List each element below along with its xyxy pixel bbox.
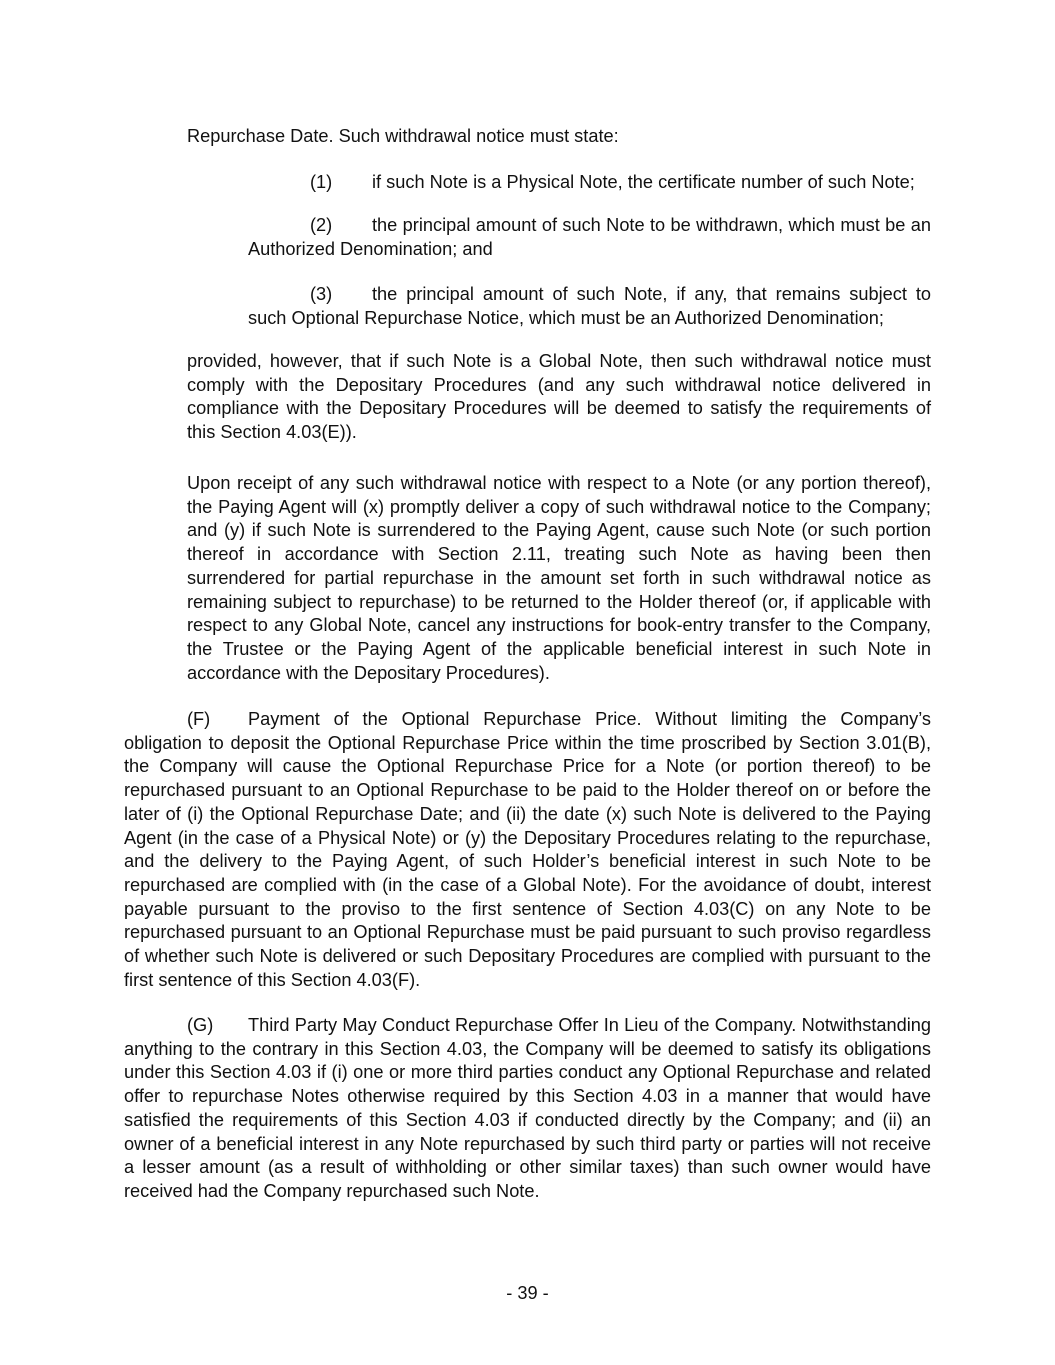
proviso-paragraph: provided, however, that if such Note is a Global Note, then such withdrawal notice must comply with the Depositary Procedures (and any such withdrawal notice delivered in compliance with the Depositary Procedures will be deemed to satisfy the requirements of this Section 4.03(E)). — [187, 351, 931, 443]
list-item-number: (3) — [310, 284, 333, 304]
page-number: - 39 - — [506, 1283, 549, 1303]
section-g-text: Notwithstanding anything to the contrary in this Section 4.03, the Company will be deemed to satisfy its obligations under this Section 4.03 if (i) one or more third parties conduct any Optional Repurchase and related offer to repurchase Notes otherwise required by this Section 4.03 in a manner that would have satisfied the requirements of this Section 4.03 if conducted directly by the Company; and (ii) an owner of a beneficial interest in any Note repurchased by such third party or parties will not receive a lesser amount (as a result of withholding or other similar taxes) than such owner would have received had the Company repurchased such Note. — [124, 1015, 931, 1201]
section-f-label: (F) — [187, 709, 211, 729]
section-g-label: (G) — [187, 1015, 214, 1035]
list-item-1 — [248, 171, 931, 195]
section-g-paragraph — [124, 1014, 931, 1204]
section-f-text: Without limiting the Company’s obligation to deposit the Optional Repurchase Price within the time proscribed by Section 3.01(B), the Company will cause the Optional Repurchase Price for a Note (or portion thereof) to be repurchased pursuant to an Optional Repurchase to be paid to the Holder thereof on or before the later of (i) the Optional Repurchase Date; and (ii) the date (x) such Note is delivered to the Paying Agent (in the case of a Physical Note) or (y) the Depositary Procedures relating to the repurchase, and the delivery to the Paying Agent, of such Holder’s beneficial interest in such Note to be repurchased are complied with (in the case of a Global Note). For the avoidance of doubt, interest payable pursuant to the proviso to the first sentence of Section 4.03(C) on any Note to be repurchased pursuant to an Optional Repurchase must be paid pursuant to such proviso regardless of whether such Note is delivered or such Depositary Procedures are complied with pursuant to the first sentence of this Section 4.03(F). — [124, 709, 931, 990]
list-item-number: (1) — [310, 172, 333, 192]
list-item-2 — [248, 214, 931, 261]
section-f-heading: Payment of the Optional Repurchase Price. — [248, 709, 642, 729]
intro-paragraph: Repurchase Date. Such withdrawal notice must state: — [187, 126, 619, 146]
list-item-text: if such Note is a Physical Note, the certificate number of such Note; — [372, 172, 915, 192]
list-item-3 — [248, 283, 931, 330]
list-item-text: the principal amount of such Note to be withdrawn, which must be an Authorized Denomination; and — [248, 215, 931, 259]
list-item-text: the principal amount of such Note, if any, that remains subject to such Optional Repurchase Notice, which must be an Authorized Denomination; — [248, 284, 931, 328]
section-f-paragraph — [124, 708, 931, 992]
list-item-number: (2) — [310, 215, 333, 235]
section-g-heading: Third Party May Conduct Repurchase Offer In Lieu of the Company. — [248, 1015, 797, 1035]
upon-receipt-paragraph: Upon receipt of any such withdrawal notice with respect to a Note (or any portion thereof), the Paying Agent will (x) promptly deliver a copy of such withdrawal notice to the Company; and (y) if such Note is surrendered to the Paying Agent, cause such Note (or such portion thereof in accordance with Section 2.11, treating such Note as having been then surrendered for partial repurchase in the amount set forth in such withdrawal notice as remaining subject to repurchase) to be returned to the Holder thereof (or, if applicable with respect to any Global Note, cancel any instructions for book-entry transfer to the Company, the Trustee or the Paying Agent of the applicable beneficial interest in such Note in accordance with the Depositary Procedures). — [187, 473, 931, 683]
